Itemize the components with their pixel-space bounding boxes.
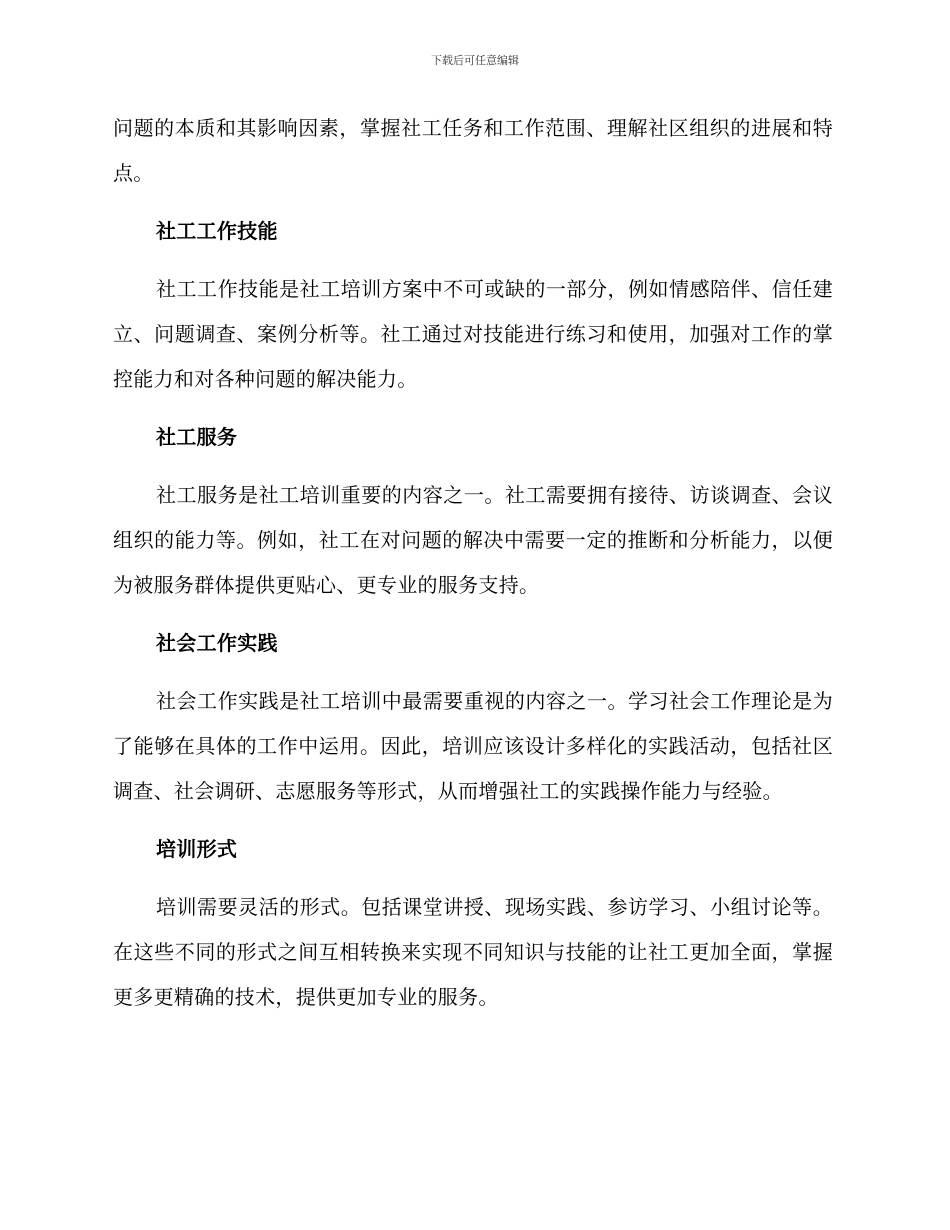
section-heading-training-format: 培训形式: [156, 837, 238, 861]
page-header: 下载后可任意编辑: [431, 54, 519, 67]
section-heading-practice: 社会工作实践: [156, 631, 278, 655]
paragraph-skills: 社工工作技能是社工培训方案中不可或缺的一部分，例如情感陪伴、信任建立、问题调查、案例分析等。社工通过对技能进行练习和使用，加强对工作的掌控能力和对各种问题的解决能力。: [113, 277, 833, 391]
paragraph-services: 社工服务是社工培训重要的内容之一。社工需要拥有接待、访谈调查、会议组织的能力等。例如，社工在对问题的解决中需要一定的推断和分析能力，以便为被服务群体提供更贴心、更专业的服务支持。: [113, 483, 833, 597]
document-body: [113, 106, 833, 1020]
paragraph-practice: 社会工作实践是社工培训中最需要重视的内容之一。学习社会工作理论是为了能够在具体的工作中运用。因此，培训应该设计多样化的实践活动，包括社区调查、社会调研、志愿服务等形式，从而增强社工的实践操作能力与经验。: [113, 689, 833, 803]
paragraph-training-format: 培训需要灵活的形式。包括课堂讲授、现场实践、参访学习、小组讨论等。在这些不同的形式之间互相转换来实现不同知识与技能的让社工更加全面，掌握更多更精确的技术，提供更加专业的服务。: [113, 895, 833, 1009]
section-heading-services: 社工服务: [156, 425, 238, 449]
paragraph-intro-continued: 问题的本质和其影响因素，掌握社工任务和工作范围、理解社区组织的进展和特点。: [113, 116, 833, 185]
section-heading-skills: 社工工作技能: [156, 219, 278, 243]
